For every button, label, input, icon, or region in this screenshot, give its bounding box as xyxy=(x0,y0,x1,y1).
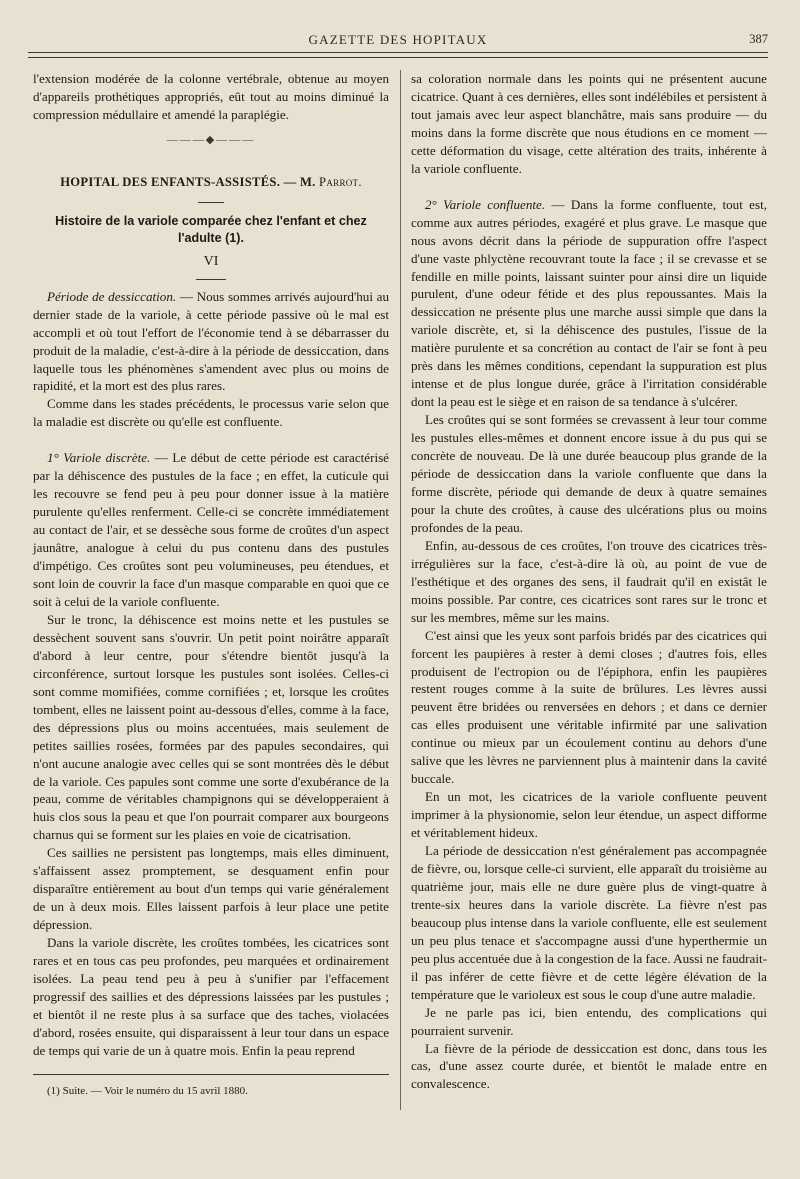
footnote-rule xyxy=(33,1074,389,1075)
paragraph xyxy=(411,196,767,411)
paragraph: Dans la variole discrète, les croûtes tombées, les cicatrices sont rares et en tous cas peu profondes, peu marquées et ordinairement isolées. La peau tend peu à peu à s'unifier par l'effacement progressif des saillies et des dépressions laissées par les pustules ; et bientôt il ne reste plus à sa surface que des taches, violacées d'abord, rosées ensuite, qui disparaissent à leur tour dans un espace de temps qui varie de un à quatre mois. Enfin la peau reprend xyxy=(33,935,389,1058)
header-rule xyxy=(28,52,768,58)
footnote: (1) Suite. — Voir le numéro du 15 avril 1880. xyxy=(47,1084,248,1097)
section-number: VI xyxy=(203,253,219,269)
paragraph-text: — Le début de cette période est caractérisé par la déhiscence des pustules de la face ; en effet, la cuticule qui les recouvre se fend peu à peu pour donner issue à la matière purulente qu'elles renferment. Celle-ci se concrète immédiatement au contact de l'air, et se dessèche sous forme de croûtes d'un aspect jaunâtre, analogue à celui du pus contenu dans des pustules d'impétigo. Ces croûtes sont peu volumineuses, peu étendues, et sont loin de couvrir la face d'un masque comparable en quoi que ce soit à celui de la variole confluente. xyxy=(33,450,389,609)
left-column xyxy=(33,70,389,1101)
paragraph-text: — Nous sommes arrivés aujourd'hui au dernier stade de la variole, à cette période passive où le mal est accompli et où tout l'effort de l'économie tend à se débarrasser du produit de la maladie, c'est-à-dire à la période de dessiccation, dans laquelle tous les phénomènes s'amendent avec plus ou moins de rapidité, et la mort est des plus rares. xyxy=(33,288,389,394)
section-number-rule xyxy=(196,279,226,280)
journal-title: GAZETTE DES HOPITAUX xyxy=(308,32,488,47)
hospital-author: Parrot. xyxy=(319,174,362,189)
paragraph-text: — Dans la forme confluente, tout est, comme aux autres périodes, exagéré et plus grave. Le masque que nous avons décrit dans la période de suppuration offre l'aspect d'une vaste phlyctène recouvrant toute la face ; il se crevasse et se fendille en mille points, laissant suinter pour ainsi dire un liquide purulent, d'une odeur fétide et des plus repoussantes. Mais la dessiccation ne présente plus une marche aussi simple que dans la variole discrète, et, si la déhiscence des pustules, l'issue de la matière purulente et sa concrétion au contact de l'air se font à peu près dans les mêmes conditions, cependant la suppuration est plus intense et de plus longue durée, grâce à l'irritation considérable dont la peau est le siège et en raison de sa tendance à s'ulcérer. xyxy=(411,196,767,410)
running-head xyxy=(28,30,768,52)
continuation-paragraph: l'extension modérée de la colonne vertébrale, obtenue au moyen d'appareils prothétiques appropriés, eût tout au moins diminué la compression médullaire et amendé la paraplégie. xyxy=(33,71,389,122)
article-title: Histoire de la variole comparée chez l'enfant et chez l'adulte (1). xyxy=(55,213,367,245)
paragraph xyxy=(33,288,389,396)
ornament-divider: ———◆——— xyxy=(166,133,256,146)
column-divider xyxy=(400,70,401,1110)
paragraph: C'est ainsi que les yeux sont parfois bridés par des cicatrices qui forcent les paupières à rester à demi closes ; d'autres fois, elles produisent de l'ectropion ou de l'épiphora, enfin les paupières restent rouges comme à la suite de brûlures. Les lèvres aussi peuvent être bridées ou renversées en dehors ; et dans ce dernier cas elles produisent une véritable infirmité par une salivation continue ou mieux par un écoulement continu au dehors d'une salive que les lèvres ne parviennent plus à maintenir dans la cavité buccale. xyxy=(411,627,767,787)
hospital-heading xyxy=(33,174,389,192)
paragraph: Les croûtes qui se sont formées se crevassent à leur tour comme les pustules elles-mêmes et donnent encore issue à du pus qui se concrète de nouveau. De là une durée beaucoup plus grande de la période de dessiccation dans la variole confluente que dans la forme discrète, période qui demande de deux à quatre semaines pour la chute des croûtes, à cause des ulcérations plus ou moins profondes de la peau. xyxy=(411,412,767,535)
section-rule xyxy=(198,202,224,203)
paragraph-gap xyxy=(411,178,767,196)
hospital-name: HOPITAL DES ENFANTS-ASSISTÉS. — M. xyxy=(60,174,316,189)
page-number: 387 xyxy=(749,32,768,46)
paragraph: Ces saillies ne persistent pas longtemps, mais elles diminuent, s'affaissent assez promptement, se desquament enfin pour disparaître entièrement au bout d'un temps qui varie généralement de un à deux mois. Elles laissent parfois à leur place une petite dépression. xyxy=(33,845,389,933)
paragraph: Enfin, au-dessous de ces croûtes, l'on trouve des cicatrices très-irrégulières sur la face, c'est-à-dire là où, au point de vue de l'esthétique et des organes des sens, il faudrait qu'il en existât le moins possible. Par contre, ces cicatrices sont rares sur le tronc et sur les membres, même sur les mains. xyxy=(411,537,767,625)
paragraph-gap xyxy=(33,431,389,449)
paragraph-label: 1° Variole discrète. xyxy=(47,450,151,466)
paragraph-label: Période de dessiccation. xyxy=(47,288,177,304)
paragraph: Comme dans les stades précédents, le processus varie selon que la maladie est discrète ou qu'elle est confluente. xyxy=(33,396,389,430)
right-column xyxy=(411,70,767,1093)
paragraph: Sur le tronc, la déhiscence est moins nette et les pustules se dessèchent souvent sans s'ouvrir. Un petit point noirâtre apparaît d'abord à leur centre, pour s'étendre bientôt jusqu'à la circonférence, surtout lorsque les pustules sont isolées. Celles-ci sont comme momifiées, comme cornifiées ; et, lorsque les croûtes tombent, elles ne laissent point au-dessous d'elles, comme à la face, des dépressions plus ou moins accentuées, mais seulement de petites saillies rosées, formées par des papules secondaires, qui n'ont aucune analogie avec celles qui se sont montrées dès le début de la variole. Ces papules sont comme une sorte d'exubérance de la peau, comme de véritables champignons qui se développeraient à huis clos sous la peau et que l'on pourrait comparer aux bourgeons charnus qui se forment sur les plaies en voie de cicatrisation. xyxy=(33,611,389,843)
paragraph xyxy=(33,449,389,611)
paragraph-label: 2° Variole confluente. xyxy=(425,196,546,212)
paragraph: Je ne parle pas ici, bien entendu, des complications qui pourraient survenir. xyxy=(411,1004,767,1038)
paragraph: La fièvre de la période de dessiccation est donc, dans tous les cas, d'une assez courte durée, et bientôt le malade entre en convalescence. xyxy=(411,1040,767,1092)
paragraph: En un mot, les cicatrices de la variole confluente peuvent imprimer à la physionomie, selon leur étendue, un aspect difforme et véritablement hideux. xyxy=(411,789,767,841)
paragraph: La période de dessiccation n'est généralement pas accompagnée de fièvre, ou, lorsque celle-ci survient, elle apparaît du troisième au quatrième jour, mais elle ne dure guère plus de vingt-quatre à trente-six heures dans la variole discrète. La fièvre n'est pas beaucoup plus intense dans la variole confluente, elle est seulement un peu plus tenace et s'accompagne aussi d'une hyperthermie un peu plus accentuée due à la congestion de la face. Aussi ne faudrait-il pas inférer de cette fièvre et de cette légère élévation de la température que le varioleux est sous le coup d'une autre maladie. xyxy=(411,843,767,1002)
paragraph: sa coloration normale dans les points qui ne présentent aucune cicatrice. Quant à ces dernières, elles sont indélébiles et persistent à tout jamais avec leur aspect blanchâtre, mais sans produire — du moins dans la forme discrète que nous étudions en ce moment — cette déformation du visage, cette altération des traits, inhérente à la variole confluente. xyxy=(411,71,767,176)
